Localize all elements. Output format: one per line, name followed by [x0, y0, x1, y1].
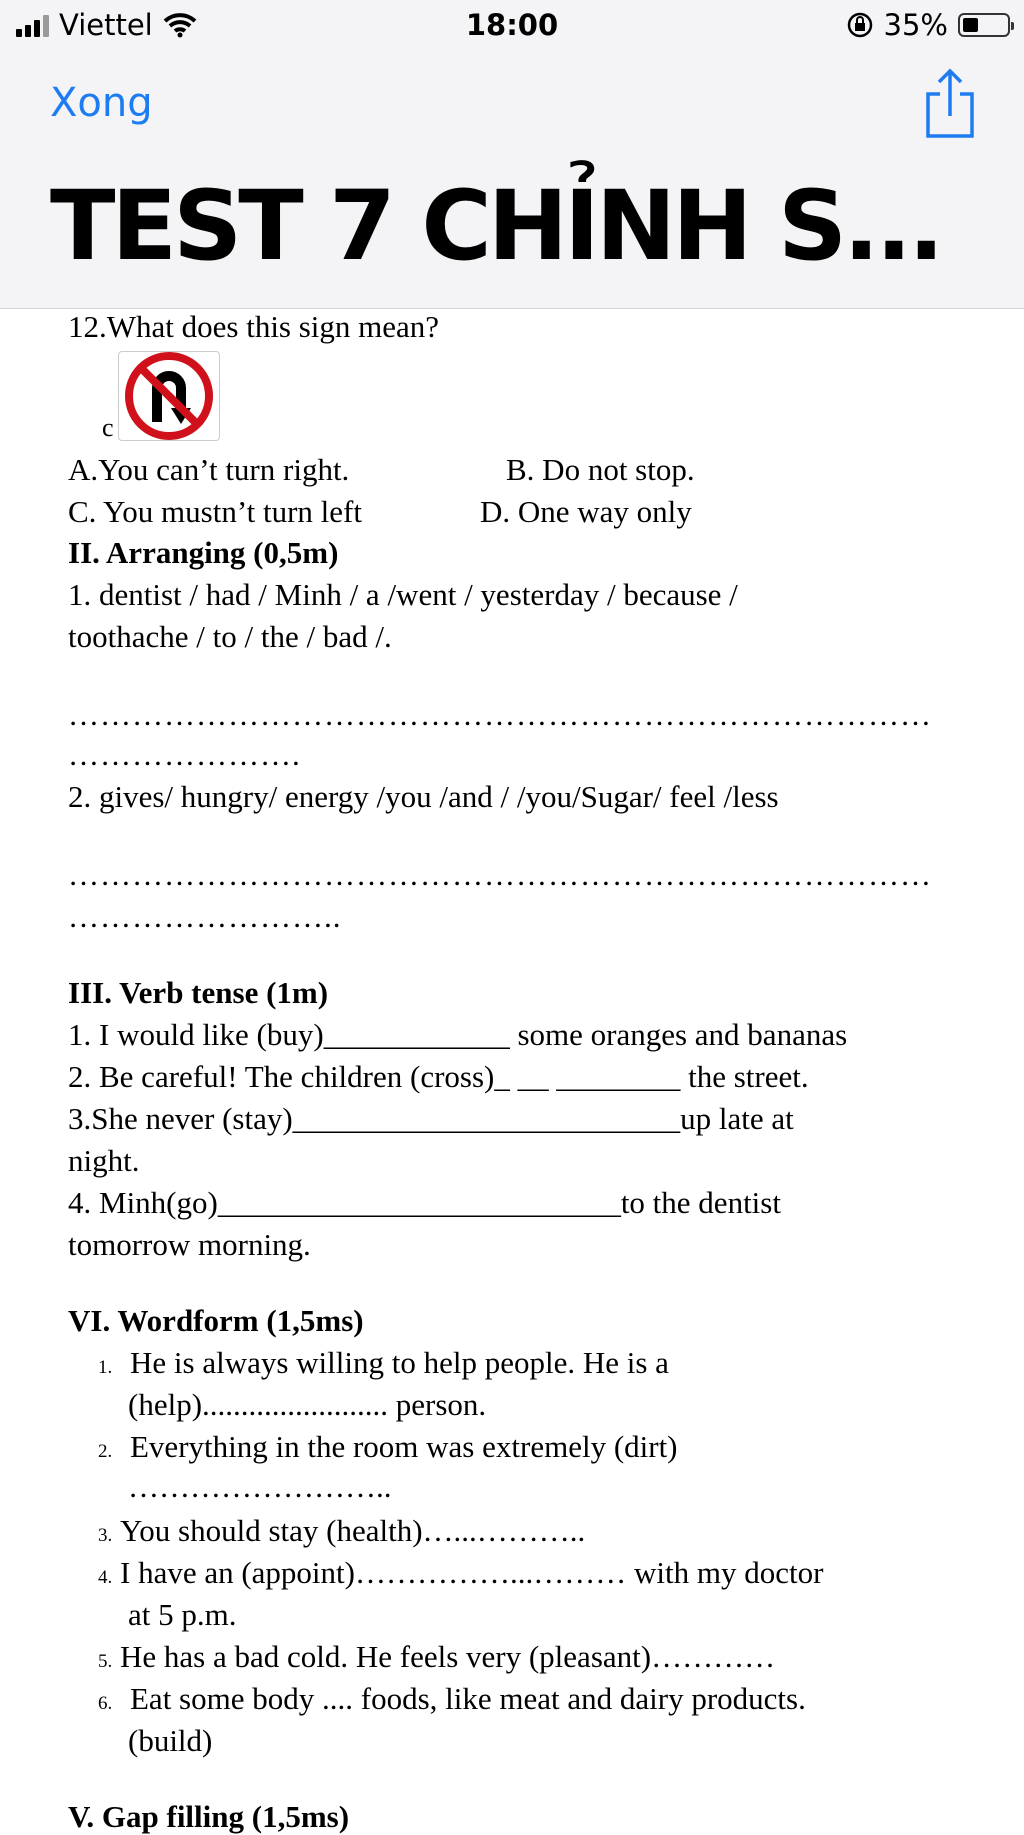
section-heading-wordform: VI. Wordform (1,5ms)	[68, 1303, 364, 1338]
option-b: B. Do not stop.	[506, 452, 695, 487]
list-number: 4.	[98, 1567, 113, 1588]
option-a: A.You can’t turn right.	[68, 452, 350, 487]
list-number: 1.	[98, 1357, 113, 1378]
question-12: 12.What does this sign mean?	[68, 309, 440, 344]
sign-label: c	[102, 413, 114, 442]
section-heading-verb-tense: III. Verb tense (1m)	[68, 975, 329, 1010]
battery-percent: 35%	[883, 8, 948, 42]
answer-dots: ………………………………………………………………………	[68, 697, 932, 732]
verb-item-1: 1. I would like (buy)____________ some oranges and bananas	[68, 1017, 848, 1052]
wordform-item-4-text: I have an (appoint)……………...……… with my doctor	[120, 1555, 824, 1590]
list-number: 3.	[98, 1525, 113, 1546]
verb-item-3-line-2: night.	[68, 1143, 140, 1178]
wordform-item-2-line-2: ……………………..	[128, 1469, 392, 1504]
option-c: C. You mustn’t turn left	[68, 494, 362, 529]
wordform-item-6-line-2: (build)	[128, 1723, 213, 1758]
section-heading-gap-filling: V. Gap filling (1,5ms)	[68, 1799, 350, 1834]
answer-dots: ………………………………………………………………………	[68, 857, 932, 892]
wordform-item-4	[98, 1555, 823, 1591]
status-bar	[0, 0, 1024, 52]
list-number: 6.	[98, 1693, 113, 1714]
arranging-item-1-line-1: 1. dentist / had / Minh / a /went / yesterday / because /	[68, 577, 738, 612]
wordform-item-4-line-2: at 5 p.m.	[128, 1597, 237, 1632]
no-u-turn-sign-icon	[118, 351, 220, 441]
wordform-item-6-text: Eat some body .... foods, like meat and dairy products.	[130, 1681, 806, 1716]
navigation-header	[0, 0, 1024, 309]
clock: 18:00	[465, 8, 559, 42]
verb-item-4-line-2: tomorrow morning.	[68, 1227, 311, 1262]
verb-item-3-line-1: 3.She never (stay)_________________________up late at	[68, 1101, 794, 1136]
orientation-lock-icon	[846, 11, 874, 39]
wordform-item-1-line-2: (help)........................ person.	[128, 1387, 487, 1422]
arranging-item-2: 2. gives/ hungry/ energy /you /and / /you/Sugar/ feel /less	[68, 779, 779, 814]
answer-dots: ………………….	[68, 737, 301, 772]
verb-item-2: 2. Be careful! The children (cross)_ __ ________ the street.	[68, 1059, 809, 1094]
document-title: TEST 7 CHỈNH S...	[50, 170, 941, 282]
arranging-item-1-line-2: toothache / to / the / bad /.	[68, 619, 392, 654]
wordform-item-1	[98, 1345, 669, 1381]
wordform-item-3-text: You should stay (health)…...………..	[120, 1513, 586, 1548]
wordform-item-2-text: Everything in the room was extremely (dirt)	[130, 1429, 678, 1464]
wordform-item-5-text: He has a bad cold. He feels very (pleasant)…………	[120, 1639, 776, 1674]
wordform-item-3	[98, 1513, 585, 1549]
document-content[interactable]	[0, 309, 1024, 1834]
answer-dots: ……………………..	[68, 899, 342, 934]
section-heading-arranging: II. Arranging (0,5m)	[68, 535, 339, 570]
wordform-item-2	[98, 1429, 678, 1465]
carrier-name: Viettel	[59, 8, 153, 42]
done-button[interactable]: Xong	[50, 80, 153, 126]
share-icon[interactable]	[922, 66, 978, 142]
wordform-item-5	[98, 1639, 775, 1675]
verb-item-4-line-1: 4. Minh(go)__________________________to the dentist	[68, 1185, 781, 1220]
list-number: 5.	[98, 1651, 113, 1672]
wordform-item-6	[98, 1681, 806, 1717]
wordform-item-1-text: He is always willing to help people. He is a	[130, 1345, 669, 1380]
option-d: D. One way only	[480, 494, 692, 529]
battery-icon	[958, 13, 1010, 37]
list-number: 2.	[98, 1441, 113, 1462]
